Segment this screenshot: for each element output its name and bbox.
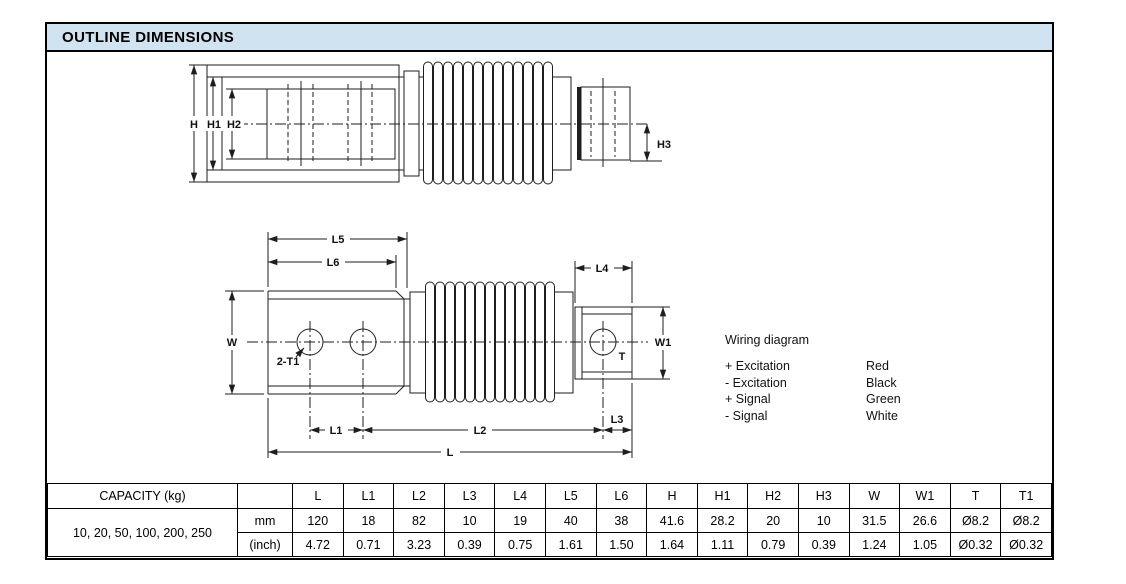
dim-header-cell: L2: [394, 484, 445, 509]
dim-label-l1: L1: [329, 425, 343, 437]
unit-header-cell: [238, 484, 293, 509]
dim-header-cell: W: [849, 484, 900, 509]
top-view: [221, 232, 677, 459]
dim-value-cell: 0.71: [343, 533, 394, 557]
dim-value-cell: 1.05: [900, 533, 951, 557]
wiring-terminal: + Signal: [725, 392, 771, 406]
bellows-side: [424, 62, 553, 184]
dim-value-cell: 0.39: [444, 533, 495, 557]
wiring-terminal: - Excitation: [725, 375, 787, 390]
dim-value-cell: 26.6: [900, 509, 951, 533]
wiring-color: White: [866, 408, 898, 423]
table-header-row: [48, 484, 1052, 509]
dim-value-cell: 1.11: [697, 533, 748, 557]
dim-label-l3: L3: [610, 414, 624, 426]
load-cell-outline-drawing: [47, 52, 1052, 483]
dim-value-cell: 1.24: [849, 533, 900, 557]
capacity-value-cell: 10, 20, 50, 100, 200, 250: [48, 509, 238, 557]
dim-value-cell: 0.39: [798, 533, 849, 557]
dim-value-cell: 1.50: [596, 533, 647, 557]
dim-label-l2: L2: [473, 425, 487, 437]
dimensions-table: [47, 483, 1052, 557]
dim-header-cell: L4: [495, 484, 546, 509]
dim-value-cell: 1.64: [647, 533, 698, 557]
dim-header-cell: H: [647, 484, 698, 509]
dim-value-cell: 120: [293, 509, 344, 533]
wiring-color: Red: [866, 359, 889, 373]
dim-value-cell: 38: [596, 509, 647, 533]
dim-label-h: H: [190, 119, 198, 131]
wiring-row: [725, 408, 901, 425]
dim-label-h3: H3: [656, 139, 672, 151]
dim-label-2t1: 2-T1: [276, 356, 300, 368]
unit-cell: (inch): [238, 533, 293, 557]
dim-header-cell: H2: [748, 484, 799, 509]
dim-label-t: T: [618, 351, 626, 363]
dim-value-cell: 31.5: [849, 509, 900, 533]
dim-value-cell: 82: [394, 509, 445, 533]
wiring-diagram: [725, 333, 901, 424]
dim-header-cell: L1: [343, 484, 394, 509]
dim-header-cell: L3: [444, 484, 495, 509]
dim-value-cell: 19: [495, 509, 546, 533]
dim-header-cell: L6: [596, 484, 647, 509]
dim-value-cell: Ø0.32: [1001, 533, 1052, 557]
dim-value-cell: Ø8.2: [950, 509, 1001, 533]
dim-header-cell: T1: [1001, 484, 1052, 509]
dim-header-cell: T: [950, 484, 1001, 509]
dim-label-w: W: [226, 337, 238, 349]
section-title: OUTLINE DIMENSIONS: [62, 28, 235, 46]
side-view: [184, 62, 671, 184]
dim-value-cell: 3.23: [394, 533, 445, 557]
wiring-title: Wiring diagram: [725, 333, 810, 347]
dim-label-w1: W1: [654, 337, 672, 349]
dim-value-cell: 40: [545, 509, 596, 533]
dim-value-cell: 18: [343, 509, 394, 533]
dim-value-cell: Ø8.2: [1001, 509, 1052, 533]
dim-header-cell: L: [293, 484, 344, 509]
capacity-header-cell: CAPACITY (kg): [48, 484, 238, 509]
dim-header-cell: L5: [545, 484, 596, 509]
dim-value-cell: 0.79: [748, 533, 799, 557]
wiring-row: [725, 358, 901, 375]
wiring-row: [725, 375, 901, 392]
dim-value-cell: 0.75: [495, 533, 546, 557]
section-header: [47, 24, 1052, 52]
dim-value-cell: Ø0.32: [950, 533, 1001, 557]
wiring-terminal: + Excitation: [725, 359, 790, 373]
wiring-row: [725, 391, 901, 408]
wiring-color: Black: [866, 375, 897, 390]
dim-label-l6: L6: [326, 257, 340, 269]
drawing-area: [47, 52, 1052, 483]
dim-label-h2: H2: [226, 119, 242, 131]
dim-value-cell: 28.2: [697, 509, 748, 533]
unit-cell: mm: [238, 509, 293, 533]
dim-header-cell: H1: [697, 484, 748, 509]
dim-value-cell: 1.61: [545, 533, 596, 557]
dim-value-cell: 20: [748, 509, 799, 533]
wiring-terminal: - Signal: [725, 408, 768, 423]
table-row-mm: [48, 509, 1052, 533]
dim-label-h1: H1: [206, 119, 222, 131]
dim-value-cell: 41.6: [647, 509, 698, 533]
dim-label-l: L: [446, 447, 454, 459]
outline-dimensions-panel: [45, 22, 1054, 560]
dim-header-cell: W1: [900, 484, 951, 509]
dim-value-cell: 4.72: [293, 533, 344, 557]
dim-label-l4: L4: [595, 263, 609, 275]
dim-value-cell: 10: [444, 509, 495, 533]
dim-label-l5: L5: [331, 234, 345, 246]
dim-header-cell: H3: [798, 484, 849, 509]
dim-value-cell: 10: [798, 509, 849, 533]
wiring-color: Green: [866, 392, 901, 406]
